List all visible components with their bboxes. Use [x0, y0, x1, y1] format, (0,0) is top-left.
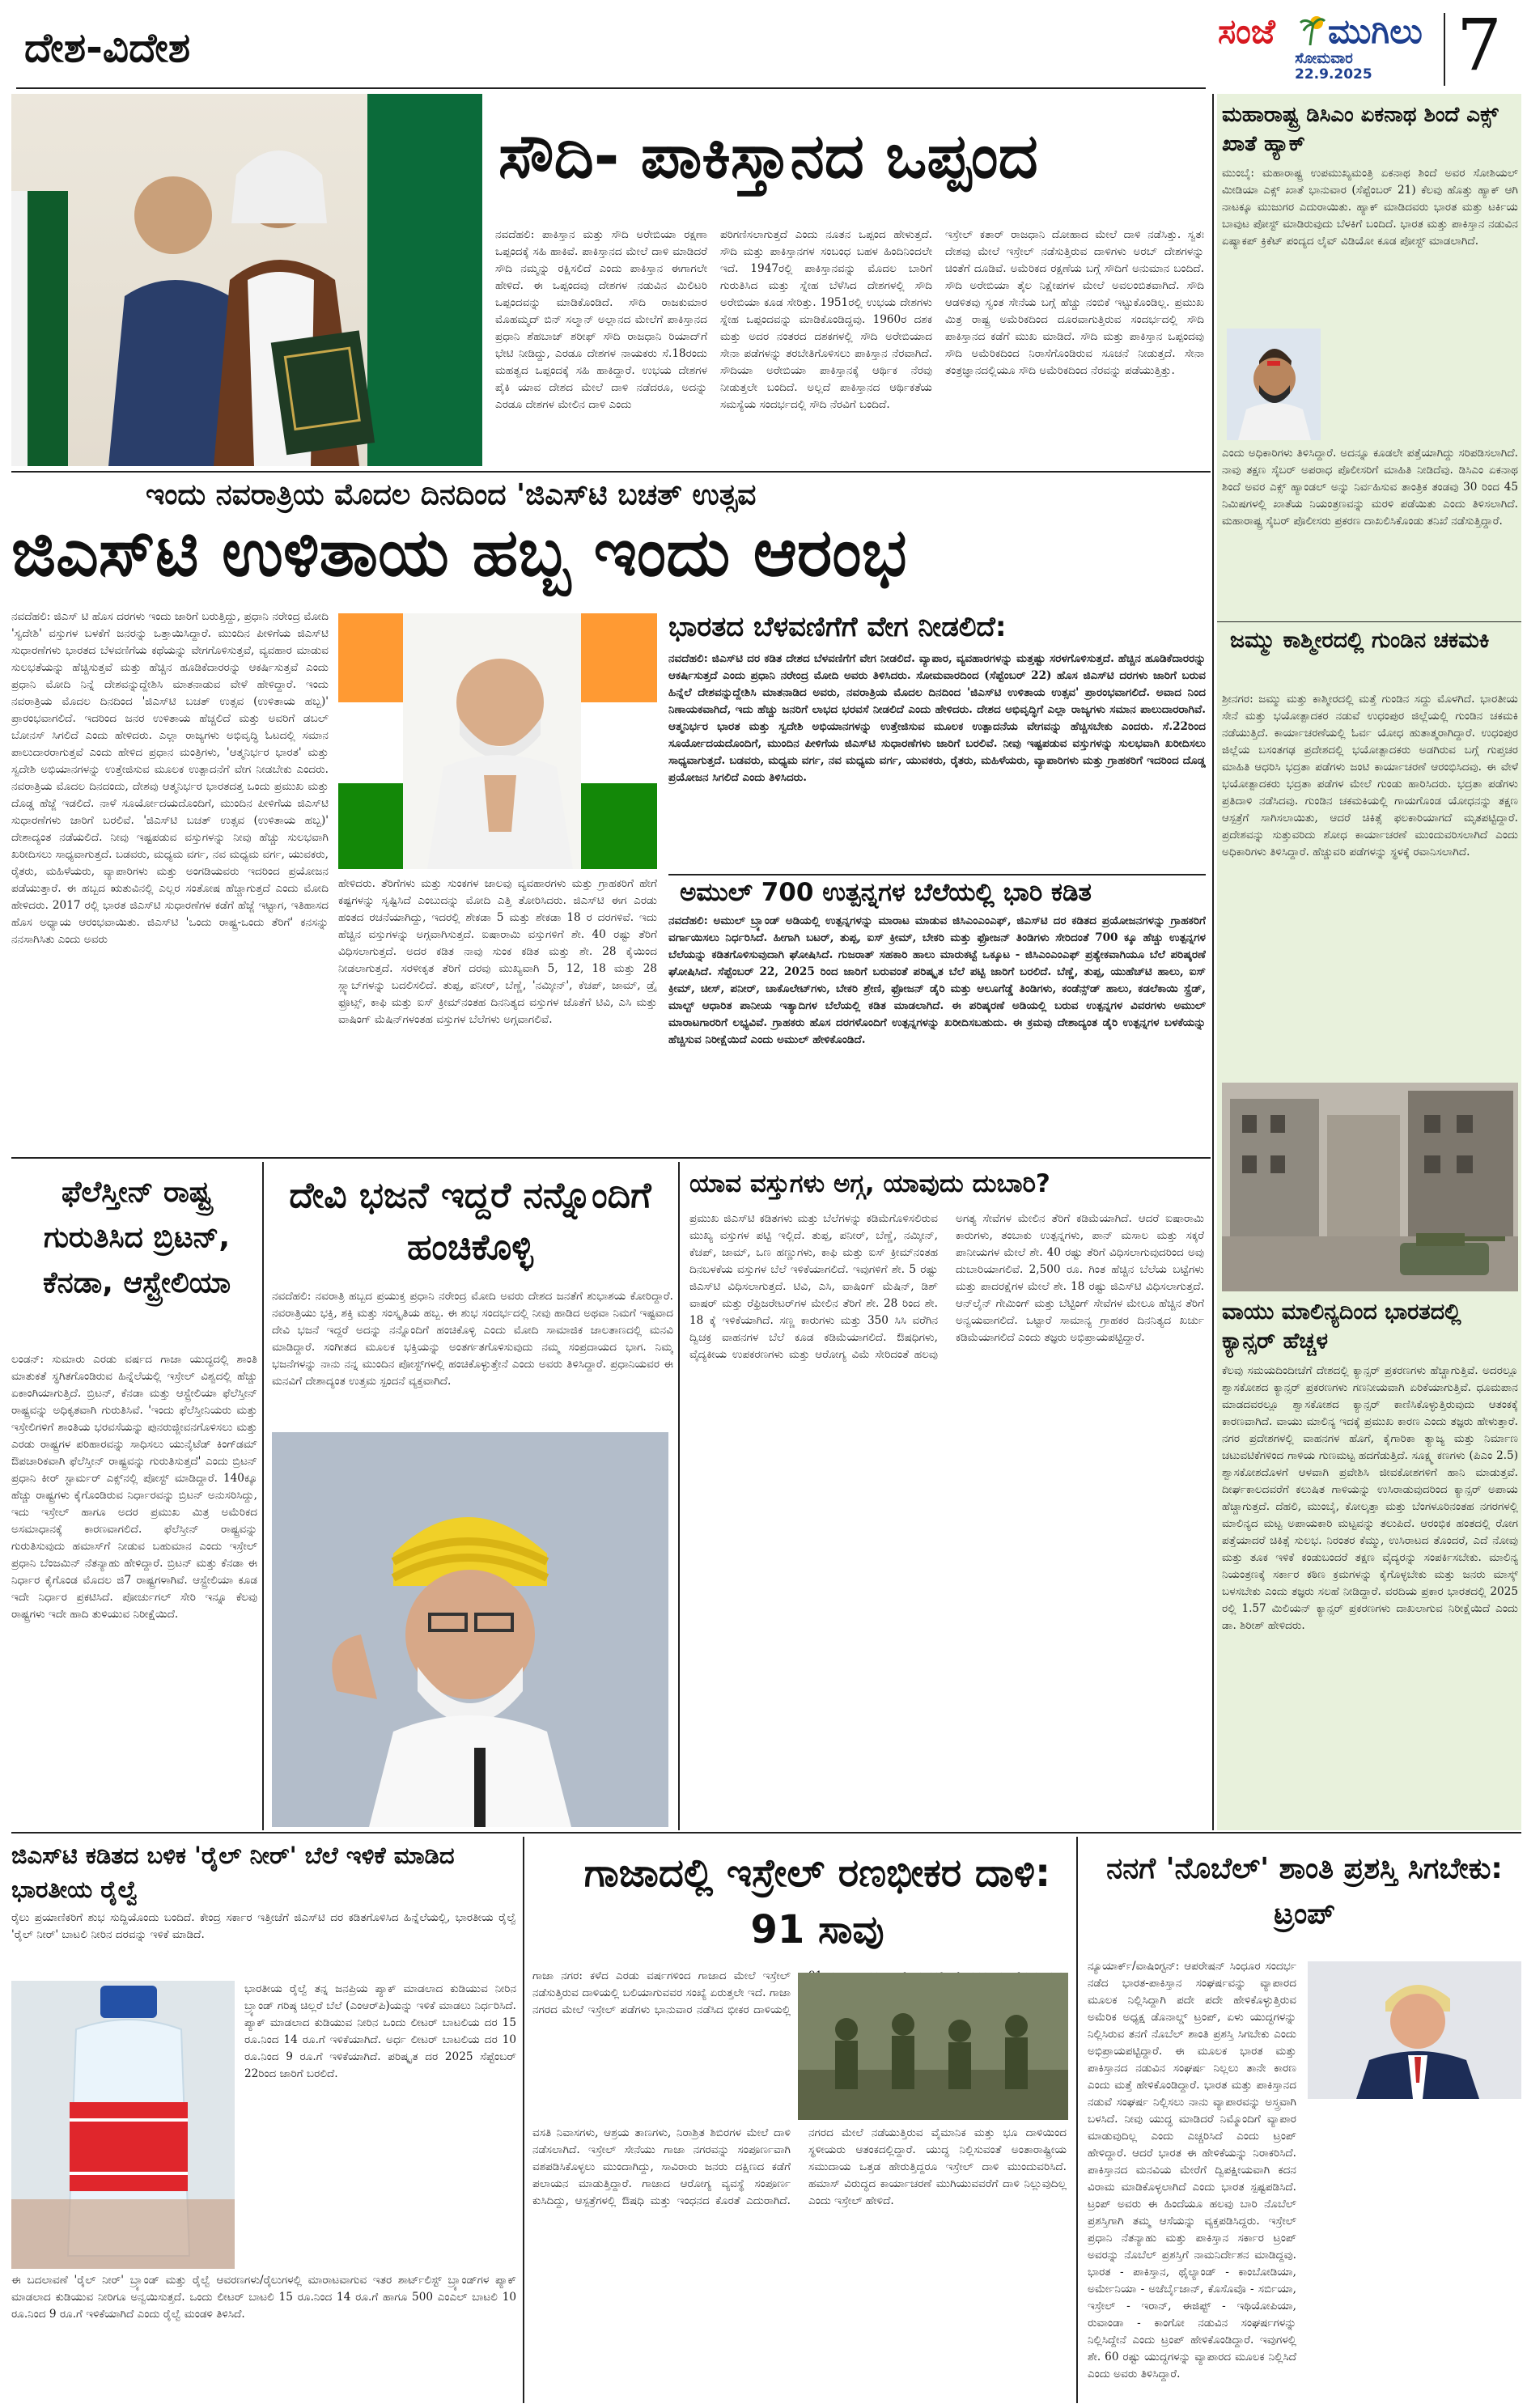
devi-divider — [678, 1162, 680, 1830]
saudi-col-3: ಇಸ್ರೇಲ್ ಕತಾರ್ ರಾಜಧಾನಿ ದೋಹಾದ ಮೇಲೆ ದಾಳಿ ನಡೆಸಿತ್ತು. ಸ್ವತಃ ದೇಶವು ಮೇಲೆ ಇಸ್ರೇಲ್ ನಡೆಸುತ್ತಿರುವ ದಾಳಿಗಳು ಅರಬ್ ದೇಶಗಳನ್ನು ಚಿಂತೆಗೆ ದೂಡಿವೆ. ಅಮೆರಿಕದ ರಕ್ಷಣೆಯ ಬಗ್ಗೆ ಸೌದಿಗೆ ಅನುಮಾನ ಬಂದಿದೆ. ಸೌದಿ ಅರೇಬಿಯಾ ತೈಲ ನಿಕ್ಷೇಪಗಳ ಮೇಲೆ ಅವಲಂಬಿತವಾಗಿದೆ. ಸೌದಿ ಆಡಳಿತವು ಸ್ವಂತ ಸೇನೆಯ ಬಗ್ಗೆ ಹೆಚ್ಚು ನಂಬಿಕೆ ಇಟ್ಟುಕೊಂಡಿಲ್ಲ. ಪ್ರಮುಖ ಮಿತ್ರ ರಾಷ್ಟ್ರ ಅಮೆರಿಕದಿಂದ ದೂರವಾಗುತ್ತಿರುವ ಸಂದರ್ಭದಲ್ಲಿ ಸೌದಿ ಪಾಕಿಸ್ತಾನದ ಕಡೆಗೆ ಮುಖ ಮಾಡಿದೆ. ಸೌದಿ ಮತ್ತು ಪಾಕಿಸ್ತಾನ ಒಪ್ಪಂದವು ಸೌದಿ ಅಮೆರಿಕದಿಂದ ನಿರಾಸೆಗೊಂಡಿರುವ ಸೂಚನೆ ನೀಡುತ್ತದೆ. ಸೇನಾ ತಂತ್ರಜ್ಞಾನದಲ್ಲಿಯೂ ಸೌದಿ ಅಮೆರಿಕದಿಂದ ನೆರವನ್ನು ಪಡೆಯುತ್ತಿತ್ತು. — [945, 228, 1204, 377]
railneer-divider — [523, 1837, 524, 2403]
nobel-text: ನ್ಯೂಯಾರ್ಕ್/ವಾಷಿಂಗ್ಟನ್: ಆಪರೇಷನ್ ಸಿಂಧೂರ ಸಂದರ್ಭ ನಡೆದ ಭಾರತ-ಪಾಕಿಸ್ತಾನ ಸಂಘರ್ಷವನ್ನು ವ್ಯಾಪಾರದ ಮೂಲಕ ನಿಲ್ಲಿಸಿದ್ದಾಗಿ ಪದೇ ಪದೇ ಹೇಳಿಕೊಳ್ಳುತ್ತಿರುವ ಅಮೆರಿಕ ಅಧ್ಯಕ್ಷ ಡೊನಾಲ್ಡ್ ಟ್ರಂಪ್, ಏಳು ಯುದ್ಧಗಳನ್ನು ನಿಲ್ಲಿಸಿರುವ ತನಗೆ ನೊಬೆಲ್ ಶಾಂತಿ ಪ್ರಶಸ್ತಿ ಸಿಗಬೇಕು ಎಂದು ಅಭಿಪ್ರಾಯಪಟ್ಟಿದ್ದಾರೆ. ಈ ಮೂಲಕ ಭಾರತ ಮತ್ತು ಪಾಕಿಸ್ತಾನದ ನಡುವಿನ ಸಂಘರ್ಷ ನಿಲ್ಲಲು ತಾನೇ ಕಾರಣ ಎಂದು ಮತ್ತೆ ಹೇಳಿಕೊಂಡಿದ್ದಾರೆ. ಭಾರತ ಮತ್ತು ಪಾಕಿಸ್ತಾನದ ನಡುವೆ ಸಂಘರ್ಷ ನಿಲ್ಲಿಸಲು ನಾನು ವ್ಯಾಪಾರವನ್ನು ಅಸ್ತ್ರವಾಗಿ ಬಳಸಿದೆ. ನೀವು ಯುದ್ಧ ಮಾಡಿದರೆ ನಿಮ್ಮೊಂದಿಗೆ ವ್ಯಾಪಾರ ಮಾಡುವುದಿಲ್ಲ ಎಂದು ಎಚ್ಚರಿಸಿದೆ ಎಂದು ಟ್ರಂಪ್ ಹೇಳಿದ್ದಾರೆ. ಆದರೆ ಭಾರತ ಈ ಹೇಳಿಕೆಯನ್ನು ನಿರಾಕರಿಸಿದೆ. ಪಾಕಿಸ್ತಾನದ ಮನವಿಯ ಮೇರೆಗೆ ದ್ವಿಪಕ್ಷೀಯವಾಗಿ ಕದನ ವಿರಾಮ ಮಾಡಿಕೊಳ್ಳಲಾಗಿದೆ ಎಂದು ಭಾರತ ಸ್ಪಷ್ಟಪಡಿಸಿದೆ. ಟ್ರಂಪ್ ಅವರು ಈ ಹಿಂದೆಯೂ ಹಲವು ಬಾರಿ ನೊಬೆಲ್ ಪ್ರಶಸ್ತಿಗಾಗಿ ತಮ್ಮ ಆಸೆಯನ್ನು ವ್ಯಕ್ತಪಡಿಸಿದ್ದರು. ಇಸ್ರೇಲ್ ಪ್ರಧಾನಿ ನೆತನ್ಯಾಹು ಮತ್ತು ಪಾಕಿಸ್ತಾನ ಸರ್ಕಾರ ಟ್ರಂಪ್ ಅವರನ್ನು ನೊಬೆಲ್ ಪ್ರಶಸ್ತಿಗೆ ನಾಮನಿರ್ದೇಶನ ಮಾಡಿದ್ದವು. ಭಾರತ - ಪಾಕಿಸ್ತಾನ, ಥೈಲ್ಯಾಂಡ್ - ಕಾಂಬೋಡಿಯಾ, ಅರ್ಮೇನಿಯಾ - ಅಜೆರ್ಬೈಜಾನ್, ಕೊಸೊವೊ - ಸರ್ಬಿಯಾ, ಇಸ್ರೇಲ್ - ಇರಾನ್, ಈಜಿಪ್ಟ್ - ಇಥಿಯೋಪಿಯಾ, ರುವಾಂಡಾ - ಕಾಂಗೋ ನಡುವಿನ ಸಂಘರ್ಷಗಳನ್ನು ನಿಲ್ಲಿಸಿದ್ದೇನೆ ಎಂದು ಟ್ರಂಪ್ ಹೇಳಿಕೊಂಡಿದ್ದಾರೆ. ಇವುಗಳಲ್ಲಿ ಶೇ. 60 ರಷ್ಟು ಯುದ್ಧಗಳನ್ನು ವ್ಯಾಪಾರದ ಮೂಲಕ ನಿಲ್ಲಿಸಿದೆ ಎಂದು ಅವರು ತಿಳಿಸಿದ್ದಾರೆ. — [1088, 1960, 1296, 2380]
palestine-divider — [262, 1162, 264, 1830]
paper-name-part2: ಮುಗಿಲು — [1328, 11, 1423, 51]
prices-text: ಪ್ರಮುಖ ಜಿಎಸ್‌ಟಿ ಕಡಿತಗಳು ಮತ್ತು ಬೆಲೆಗಳನ್ನು ಕಡಿಮೆಗೊಳಿಸಲಿರುವ ಮುಖ್ಯ ವಸ್ತುಗಳ ಪಟ್ಟಿ ಇಲ್ಲಿದೆ. ತುಪ್ಪ, ಪನೀರ್, ಬೆಣ್ಣೆ, ನಮ್ಕೀನ್, ಕೆಚಪ್, ಜಾಮ್, ಒಣ ಹಣ್ಣುಗಳು, ಕಾಫಿ ಮತ್ತು ಐಸ್ ಕ್ರೀಮ್‌ನಂತಹ ದಿನಬಳಕೆಯ ವಸ್ತುಗಳ ಬೆಲೆ ಇಳಿಕೆಯಾಗಲಿದೆ. ಇವುಗಳಿಗೆ ಶೇ. 5 ರಷ್ಟು ಜಿಎಸ್‌ಟಿ ವಿಧಿಸಲಾಗುತ್ತದೆ. ಟಿವಿ, ಎಸಿ, ವಾಷಿಂಗ್ ಮೆಷಿನ್, ಡಿಶ್ ವಾಷರ್ ಮತ್ತು ರೆಫ್ರಿಜರೇಟರ್‌ಗಳ ಮೇಲಿನ ತೆರಿಗೆ ಶೇ. 28 ರಿಂದ ಶೇ. 18 ಕ್ಕೆ ಇಳಿಕೆಯಾಗಿದೆ. ಸಣ್ಣ ಕಾರುಗಳು ಮತ್ತು 350 ಸಿಸಿ ವರೆಗಿನ ದ್ವಿಚಕ್ರ ವಾಹನಗಳ ಬೆಲೆ ಕೂಡ ಕಡಿಮೆಯಾಗಲಿದೆ. ಔಷಧಿಗಳು, ವೈದ್ಯಕೀಯ ಉಪಕರಣಗಳು ಮತ್ತು ಆರೋಗ್ಯ ವಿಮೆ ಸೇರಿದಂತೆ ಹಲವು ಅಗತ್ಯ ಸೇವೆಗಳ ಮೇಲಿನ ತೆರಿಗೆ ಕಡಿಮೆಯಾಗಿದೆ. ಆದರೆ ಐಷಾರಾಮಿ ಕಾರುಗಳು, ತಂಬಾಕು ಉತ್ಪನ್ನಗಳು, ಪಾನ್ ಮಸಾಲ ಮತ್ತು ಸಕ್ಕರೆ ಪಾನೀಯಗಳ ಮೇಲೆ ಶೇ. 40 ರಷ್ಟು ತೆರಿಗೆ ವಿಧಿಸಲಾಗುವುದರಿಂದ ಅವು ದುಬಾರಿಯಾಗಲಿವೆ. 2,500 ರೂ. ಗಿಂತ ಹೆಚ್ಚಿನ ಬೆಲೆಯ ಬಟ್ಟೆಗಳು ಮತ್ತು ಪಾದರಕ್ಷೆಗಳ ಮೇಲೆ ಶೇ. 18 ರಷ್ಟು ಜಿಎಸ್‌ಟಿ ವಿಧಿಸಲಾಗುತ್ತದೆ. ಆನ್‌ಲೈನ್ ಗೇಮಿಂಗ್ ಮತ್ತು ಬೆಟ್ಟಿಂಗ್ ಸೇವೆಗಳ ಮೇಲೂ ಹೆಚ್ಚಿನ ತೆರಿಗೆ ಅನ್ವಯವಾಗಲಿದೆ. ಒಟ್ಟಾರೆ ಸಾಮಾನ್ಯ ಗ್ರಾಹಕರ ದಿನನಿತ್ಯದ ಖರ್ಚು ಕಡಿಮೆಯಾಗಲಿದೆ ಎಂದು ತಜ್ಞರು ಅಭಿಪ್ರಾಯಪಟ್ಟಿದ್ದಾರೆ. — [689, 1212, 1204, 1361]
gaza-soldiers-photo — [798, 1973, 1068, 2120]
gst-headline: ಜಿಎಸ್‌ಟಿ ಉಳಿತಾಯ ಹಬ್ಬ ಇಂದು ಆರಂಭ — [11, 515, 907, 591]
rail-neer-bottle-photo — [11, 1981, 235, 2269]
devi-text: ನವದೆಹಲಿ: ನವರಾತ್ರಿ ಹಬ್ಬದ ಪ್ರಯುಕ್ತ ಪ್ರಧಾನಿ ನರೇಂದ್ರ ಮೋದಿ ಅವರು ದೇಶದ ಜನತೆಗೆ ಶುಭಾಶಯ ಕೋರಿದ್ದಾರೆ. ನವರಾತ್ರಿಯು ಭಕ್ತಿ, ಶಕ್ತಿ ಮತ್ತು ಸಂಸ್ಕೃತಿಯ ಹಬ್ಬ. ಈ ಶುಭ ಸಂದರ್ಭದಲ್ಲಿ ನೀವು ಹಾಡಿದ ಅಥವಾ ನಿಮಗೆ ಇಷ್ಟವಾದ ದೇವಿ ಭಜನೆ ಇದ್ದರೆ ಅದನ್ನು ನನ್ನೊಂದಿಗೆ ಹಂಚಿಕೊಳ್ಳಿ ಎಂದು ಮೋದಿ ಸಾಮಾಜಿಕ ಜಾಲತಾಣದಲ್ಲಿ ಮನವಿ ಮಾಡಿದ್ದಾರೆ. ಸಂಗೀತದ ಮೂಲಕ ಭಕ್ತಿಯನ್ನು ಅಂತರ್ಗತಗೊಳಿಸುವುದು ನಮ್ಮ ಸಂಪ್ರದಾಯದ ಭಾಗ. ನಿಮ್ಮ ಭಜನೆಗಳನ್ನು ನಾನು ನನ್ನ ಮುಂದಿನ ಪೋಸ್ಟ್‌ಗಳಲ್ಲಿ ಹಂಚಿಕೊಳ್ಳುತ್ತೇನೆ ಎಂದು ಅವರು ತಿಳಿಸಿದ್ದಾರೆ. ಪ್ರಧಾನಿಯವರ ಈ ಮನವಿಗೆ ದೇಶಾದ್ಯಂತ ಉತ್ತಮ ಸ್ಪಂದನೆ ವ್ಯಕ್ತವಾಗಿದೆ. — [272, 1290, 673, 1388]
palm-tree-icon — [1299, 13, 1326, 45]
shinde-photo — [1227, 329, 1321, 440]
maharashtra-text-2: ಎಂದು ಅಧಿಕಾರಿಗಳು ತಿಳಿಸಿದ್ದಾರೆ. ಅದನ್ನೂ ಕೂಡಲೇ ಪತ್ತೆಯಾಗಿದ್ದು ಸರಿಪಡಿಸಲಾಗಿದೆ. ನಾವು ತಕ್ಷಣ ಸೈಬರ್ ಅಪರಾಧ ಪೊಲೀಸರಿಗೆ ಮಾಹಿತಿ ನೀಡಿದೆವು. ಡಿಸಿಎಂ ಏಕನಾಥ ಶಿಂದೆ ಅವರ ಎಕ್ಸ್ ಹ್ಯಾಂಡಲ್ ಅನ್ನು ನಿರ್ವಹಿಸುವ ತಾಂತ್ರಿಕ ತಂಡವು 30 ರಿಂದ 45 ನಿಮಿಷಗಳಲ್ಲಿ ಖಾತೆಯ ನಿಯಂತ್ರಣವನ್ನು ಮರಳಿ ಪಡೆಯಿತು ಎಂದು ತಿಳಿಸಲಾಗಿದೆ. ಮಹಾರಾಷ್ಟ್ರ ಸೈಬರ್ ಪೊಲೀಸರು ಪ್ರಕರಣ ದಾಖಲಿಸಿಕೊಂಡು ತನಿಖೆ ನಡೆಸುತ್ತಿದ್ದಾರೆ. — [1222, 447, 1518, 528]
railneer-intro: ರೈಲು ಪ್ರಯಾಣಿಕರಿಗೆ ಶುಭ ಸುದ್ದಿಯೊಂದು ಬಂದಿದೆ. ಕೇಂದ್ರ ಸರ್ಕಾರ ಇತ್ತೀಚೆಗೆ ಜಿಎಸ್‌ಟಿ ದರ ಕಡಿತಗೊಳಿಸಿದ ಹಿನ್ನೆಲೆಯಲ್ಲಿ, ಭಾರತೀಯ ರೈಲ್ವೆ 'ರೈಲ್ ನೀರ್' ಬಾಟಲಿ ನೀರಿನ ದರವನ್ನು ಇಳಿಕೆ ಮಾಡಿದೆ. — [11, 1911, 516, 1941]
masthead-logo[interactable] — [1218, 11, 1436, 65]
gaza-headline: ಗಾಜಾದಲ್ಲಿ ಇಸ್ರೇಲ್ ರಣಭೀಕರ ದಾಳಿ: 91 ಸಾವು — [583, 1851, 1051, 1952]
paper-name-part1: ಸಂಜೆ — [1218, 11, 1275, 51]
masthead-divider — [1444, 13, 1445, 86]
gst-kicker: ಇಂದು ನವರಾತ್ರಿಯ ಮೊದಲ ದಿನದಿಂದ 'ಜಿಎಸ್‌ಟಿ ಬಚತ್ ಉತ್ಸವ — [146, 478, 757, 511]
jk-rule — [1217, 621, 1521, 622]
maharashtra-headline: ಮಹಾರಾಷ್ಟ್ರ ಡಿಸಿಎಂ ಏಕನಾಥ ಶಿಂದೆ ಎಕ್ಸ್ ಖಾತೆ ಹ್ಯಾಕ್ — [1222, 103, 1499, 156]
issue-day: ಸೋಮವಾರ — [1295, 50, 1353, 67]
gaza-top-text: ಗಾಜಾ ನಗರ: ಕಳೆದ ಎರಡು ವರ್ಷಗಳಿಂದ ಗಾಜಾದ ಮೇಲೆ ಇಸ್ರೇಲ್ ನಡೆಸುತ್ತಿರುವ ದಾಳಿಯಲ್ಲಿ ಬಲಿಯಾಗುವವರ ಸಂಖ್ಯೆ ಏರುತ್ತಲೇ ಇದೆ. ಗಾಜಾ ನಗರದ ಮೇಲೆ ಇಸ್ರೇಲ್ ಪಡೆಗಳು ಭಾನುವಾರ ನಡೆಸಿದ ಭೀಕರ ದಾಳಿಯಲ್ಲಿ — [532, 1969, 791, 2016]
gst-col-1: ನವದೆಹಲಿ: ಜಿಎಸ್ ಟಿ ಹೊಸ ದರಗಳು ಇಂದು ಜಾರಿಗೆ ಬರುತ್ತಿದ್ದು, ಪ್ರಧಾನಿ ನರೇಂದ್ರ ಮೋದಿ 'ಸ್ವದೇಶಿ' ವಸ್ತುಗಳ ಬಳಕೆಗೆ ಜನರನ್ನು ಒತ್ತಾಯಿಸಿದ್ದಾರೆ. ಮುಂದಿನ ಪೀಳಿಗೆಯ ಜಿಎಸ್‌ಟಿ ಸುಧಾರಣೆಗಳು ಭಾರತದ ಬೆಳವಣಿಗೆಯ ಕಥೆಯನ್ನು ವೇಗಗೊಳಿಸುತ್ತವೆ, ವ್ಯವಹಾರ ಮಾಡುವ ಸುಲಭತೆಯನ್ನು ಹೆಚ್ಚಿಸುತ್ತವೆ ಮತ್ತು ಹೆಚ್ಚಿನ ಹೂಡಿಕೆದಾರರನ್ನು ಆಕರ್ಷಿಸುತ್ತವೆ ಎಂದು ಪ್ರಧಾನಿ ಮೋದಿ ನಿನ್ನೆ ದೇಶವನ್ನುದ್ದೇಶಿಸಿ ಮಾತನಾಡುವ ವೇಳೆ ಹೇಳಿದ್ದಾರೆ. ಇಂದು ನವರಾತ್ರಿಯ ಮೊದಲ ದಿನದಿಂದ 'ಜಿಎಸ್‌ಟಿ ಬಚತ್ ಉತ್ಸವ (ಉಳಿತಾಯ ಹಬ್ಬ)' ಪ್ರಾರಂಭವಾಗಲಿದೆ. ಇದರಿಂದ ಜನರ ಉಳಿತಾಯ ಹೆಚ್ಚಲಿದೆ ಮತ್ತು ಅವರಿಗೆ ಡಬಲ್ ಬೋನಸ್ ಸಿಗಲಿದೆ ಎಂದು ಹೇಳಿದರು. ಎಲ್ಲಾ ರಾಜ್ಯಗಳು ಅಭಿವೃದ್ಧಿ ಓಟದಲ್ಲಿ ಸಮಾನ ಪಾಲುದಾರರಾಗುತ್ತವೆ ಎಂದು ಹೇಳಿದ ಪ್ರಧಾನ ಮಂತ್ರಿಗಳು, 'ಆತ್ಮನಿರ್ಭರ ಭಾರತ' ಮತ್ತು ಸ್ವದೇಶಿ ಅಭಿಯಾನಗಳನ್ನು ಉತ್ತೇಜಿಸುವ ಮೂಲಕ ಉತ್ಪಾದನೆಗೆ ವೇಗ ನೀಡಬೇಕು ಎಂದರು. ನವರಾತ್ರಿಯ ಮೊದಲ ದಿನದಂದು, ದೇಶವು ಆತ್ಮನಿರ್ಭರ ಭಾರತದತ್ತ ಒಂದು ಪ್ರಮುಖ ಮತ್ತು ದೊಡ್ಡ ಹೆಜ್ಜೆ ಇಡಲಿದೆ. ನಾಳೆ ಸೂರ್ಯೋದಯದೊಂದಿಗೆ, ಮುಂದಿನ ಪೀಳಿಗೆಯ ಜಿಎಸ್‌ಟಿ ಸುಧಾರಣೆಗಳು ಜಾರಿಗೆ ಬರಲಿವೆ. 'ಜಿಎಸ್‌ಟಿ ಬಚತ್ ಉತ್ಸವ (ಉಳಿತಾಯ ಹಬ್ಬ)' ದೇಶಾದ್ಯಂತ ನಡೆಯಲಿದೆ. ನೀವು ಇಷ್ಟಪಡುವ ವಸ್ತುಗಳನ್ನು ನೀವು ಹೆಚ್ಚು ಸುಲಭವಾಗಿ ಖರೀದಿಸಲು ಸಾಧ್ಯವಾಗುತ್ತದೆ. ಬಡವರು, ಮಧ್ಯಮ ವರ್ಗ, ನವ ಮಧ್ಯಮ ವರ್ಗ, ಯುವಕರು, ರೈತರು, ಮಹಿಳೆಯರು, ವ್ಯಾಪಾರಿಗಳು ಮತ್ತು ಅಂಗಡಿಯವರು ಇದರಿಂದ ಪ್ರಯೋಜನ ಪಡೆಯುತ್ತಾರೆ. ಈ ಹಬ್ಬದ ಋತುವಿನಲ್ಲಿ ಎಲ್ಲರ ಸಂತೋಷ ಹೆಚ್ಚಾಗುತ್ತದೆ ಎಂದು ಮೋದಿ ಹೇಳಿದರು. 2017 ರಲ್ಲಿ ಭಾರತ ಜಿಎಸ್‌ಟಿ ಸುಧಾರಣೆಗಳ ಕಡೆಗೆ ಹೆಜ್ಜೆ ಇಟ್ಟಾಗ, ಇತಿಹಾಸದ ಹೊಸ ಅಧ್ಯಾಯ ಆರಂಭವಾಯಿತು. ಜಿಎಸ್‌ಟಿ 'ಒಂದು ರಾಷ್ಟ್ರ-ಒಂದು ತೆರಿಗೆ' ಕನಸನ್ನು ನನಸಾಗಿಸಿತು ಎಂದು ಅವರು — [11, 610, 329, 946]
jk-text: ಶ್ರೀನಗರ: ಜಮ್ಮು ಮತ್ತು ಕಾಶ್ಮೀರದಲ್ಲಿ ಮತ್ತೆ ಗುಂಡಿನ ಸದ್ದು ಮೊಳಗಿದೆ. ಭಾರತೀಯ ಸೇನೆ ಮತ್ತು ಭಯೋತ್ಪಾದಕರ ನಡುವೆ ಉಧಂಪುರ ಜಿಲ್ಲೆಯಲ್ಲಿ ಗುಂಡಿನ ಚಕಮಕಿ ನಡೆಯುತ್ತಿದೆ. ಕಾರ್ಯಾಚರಣೆಯಲ್ಲಿ ಓರ್ವ ಯೋಧ ಹುತಾತ್ಮರಾಗಿದ್ದಾರೆ. ಉಧಂಪುರ ಜಿಲ್ಲೆಯ ಬಸಂತಗಢ ಪ್ರದೇಶದಲ್ಲಿ ಭಯೋತ್ಪಾದಕರು ಅಡಗಿರುವ ಬಗ್ಗೆ ಗುಪ್ತಚರ ಮಾಹಿತಿ ಆಧರಿಸಿ ಭದ್ರತಾ ಪಡೆಗಳು ಜಂಟಿ ಕಾರ್ಯಾಚರಣೆ ಆರಂಭಿಸಿದವು. ಈ ವೇಳೆ ಭಯೋತ್ಪಾದಕರು ಭದ್ರತಾ ಪಡೆಗಳ ಮೇಲೆ ಗುಂಡು ಹಾರಿಸಿದರು. ಭದ್ರತಾ ಪಡೆಗಳು ಪ್ರತಿದಾಳಿ ನಡೆಸಿದವು. ಗುಂಡಿನ ಚಕಮಕಿಯಲ್ಲಿ ಗಾಯಗೊಂಡ ಯೋಧನನ್ನು ತಕ್ಷಣ ಆಸ್ಪತ್ರೆಗೆ ಸಾಗಿಸಲಾಯಿತು, ಆದರೆ ಚಿಕಿತ್ಸೆ ಫಲಕಾರಿಯಾಗದೆ ಮೃತಪಟ್ಟಿದ್ದಾರೆ. ಪ್ರದೇಶವನ್ನು ಸುತ್ತುವರಿದು ಶೋಧ ಕಾರ್ಯಾಚರಣೆ ಮುಂದುವರಿಸಲಾಗಿದೆ ಎಂದು ಅಧಿಕಾರಿಗಳು ತಿಳಿಸಿದ್ದಾರೆ. ಹೆಚ್ಚುವರಿ ಪಡೆಗಳನ್ನು ಸ್ಥಳಕ್ಕೆ ರವಾನಿಸಲಾಗಿದೆ. — [1222, 693, 1518, 858]
maharashtra-text-1: ಮುಂಬೈ: ಮಹಾರಾಷ್ಟ್ರ ಉಪಮುಖ್ಯಮಂತ್ರಿ ಏಕನಾಥ ಶಿಂದೆ ಅವರ ಸೋಶಿಯಲ್ ಮೀಡಿಯಾ ಎಕ್ಸ್ ಖಾತೆ ಭಾನುವಾರ (ಸೆಪ್ಟೆಂಬರ್ 21) ಕೆಲವು ಹೊತ್ತು ಹ್ಯಾಕ್ ಆಗಿ ನಾಟಕ್ಕೂ ಮುಜುಗರ ಎದುರಾಯಿತು. ಹ್ಯಾಕ್ ಮಾಡಿದವರು ಭಾರತ ಮತ್ತು ಟರ್ಕಿಯ ಬಾವುಟ ಪೋಸ್ಟ್ ಮಾಡಿರುವುದು ಬೆಳಕಿಗೆ ಬಂದಿದೆ. ಭಾರತ ಮತ್ತು ಪಾಕಿಸ್ತಾನ ನಡುವಿನ ಏಷ್ಯಾಕಪ್ ಕ್ರಿಕೆಟ್ ಪಂದ್ಯದ ಲೈವ್ ವಿಡಿಯೋ ಕೂಡ ಪೋಸ್ಟ್ ಮಾಡಲಾಗಿದೆ. — [1222, 167, 1518, 248]
saudi-bottom-rule — [11, 471, 1211, 473]
cancer-headline: ವಾಯು ಮಾಲಿನ್ಯದಿಂದ ಭಾರತದಲ್ಲಿ ಕ್ಯಾನ್ಸರ್ ಹೆಚ್ಚಳ — [1222, 1299, 1461, 1354]
railneer-side-text: ಭಾರತೀಯ ರೈಲ್ವೆ ತನ್ನ ಜನಪ್ರಿಯ ಪ್ಯಾಕ್ ಮಾಡಲಾದ ಕುಡಿಯುವ ನೀರಿನ ಬ್ರ್ಯಾಂಡ್ ಗರಿಷ್ಠ ಚಿಲ್ಲರೆ ಬೆಲೆ (ಎಂಆರ್‌ಪಿ)ಯನ್ನು ಇಳಿಕೆ ಮಾಡಲು ನಿರ್ಧರಿಸಿದೆ. ಪ್ಯಾಕ್ ಮಾಡಲಾದ ಕುಡಿಯುವ ನೀರಿನ ಒಂದು ಲೀಟರ್ ಬಾಟಲಿಯ ದರ 15 ರೂ.ನಿಂದ 14 ರೂ.ಗೆ ಇಳಿಕೆಯಾಗಿದೆ. ಅರ್ಧ ಲೀಟರ್ ಬಾಟಲಿಯ ದರ 10 ರೂ.ನಿಂದ 9 ರೂ.ಗೆ ಇಳಿಕೆಯಾಗಿದೆ. ಪರಿಷ್ಕೃತ ದರ 2025 ಸೆಪ್ಟೆಂಬರ್ 22ರಿಂದ ಜಾರಿಗೆ ಬರಲಿದೆ. — [244, 1982, 516, 2080]
gst-sub-rule — [668, 874, 1206, 875]
palestine-headline: ಫೆಲೆಸ್ತೀನ್ ರಾಷ್ಟ್ರ ಗುರುತಿಸಿದ ಬ್ರಿಟನ್, ಕೆನಡಾ, ಆಸ್ಟ್ರೇಲಿಯಾ — [42, 1176, 231, 1299]
gst-bottom-rule — [11, 1157, 1211, 1159]
palestine-text: ಲಂಡನ್: ಸುಮಾರು ಎರಡು ವರ್ಷದ ಗಾಜಾ ಯುದ್ಧದಲ್ಲಿ ಶಾಂತಿ ಮಾತುಕತೆ ಸ್ಥಗಿತಗೊಂಡಿರುವ ಹಿನ್ನೆಲೆಯಲ್ಲಿ ಇಸ್ರೇಲ್ ವಿಶ್ವದಲ್ಲಿ ಹೆಚ್ಚು ಏಕಾಂಗಿಯಾಗುತ್ತಿದೆ. ಬ್ರಿಟನ್, ಕೆನಡಾ ಮತ್ತು ಆಸ್ಟ್ರೇಲಿಯಾ ಫೆಲೆಸ್ತೀನ್ ರಾಷ್ಟ್ರವನ್ನು ಅಧಿಕೃತವಾಗಿ ಗುರುತಿಸಿವೆ. 'ಇಂದು ಫೆಲೆಸ್ತೀನಿಯರು ಮತ್ತು ಇಸ್ರೇಲಿಗಳಿಗೆ ಶಾಂತಿಯ ಭರವಸೆಯನ್ನು ಪುನರುಜ್ಜೀವನಗೊಳಿಸಲು ಮತ್ತು ಎರಡು ರಾಷ್ಟ್ರಗಳ ಪರಿಹಾರವನ್ನು ಸಾಧಿಸಲು ಯುನೈಟೆಡ್ ಕಿಂಗ್‌ಡಮ್ ಔಪಚಾರಿಕವಾಗಿ ಫೆಲೆಸ್ತೀನ್ ರಾಷ್ಟ್ರವನ್ನು ಗುರುತಿಸುತ್ತದೆ' ಎಂದು ಬ್ರಿಟನ್ ಪ್ರಧಾನಿ ಕೀರ್ ಸ್ಟಾರ್ಮರ್ ಎಕ್ಸ್‌ನಲ್ಲಿ ಪೋಸ್ಟ್ ಮಾಡಿದ್ದಾರೆ. 140ಕ್ಕೂ ಹೆಚ್ಚು ರಾಷ್ಟ್ರಗಳು ಕೈಗೊಂಡಿರುವ ನಿರ್ಧಾರವನ್ನು ಬ್ರಿಟನ್ ಅನುಸರಿಸಿದ್ದು, ಇದು ಇಸ್ರೇಲ್ ಹಾಗೂ ಅದರ ಪ್ರಮುಖ ಮಿತ್ರ ಅಮೆರಿಕದ ಅಸಮಾಧಾನಕ್ಕೆ ಕಾರಣವಾಗಲಿದೆ. ಫೆಲೆಸ್ತೀನ್ ರಾಷ್ಟ್ರವನ್ನು ಗುರುತಿಸುವುದು ಹಮಾಸ್‌ಗೆ ನೀಡುವ ಬಹುಮಾನ ಎಂದು ಇಸ್ರೇಲ್ ಪ್ರಧಾನಿ ಬೆಂಜಮಿನ್ ನೆತನ್ಯಾಹು ಹೇಳಿದ್ದಾರೆ. ಬ್ರಿಟನ್ ಮತ್ತು ಕೆನಡಾ ಈ ನಿರ್ಧಾರ ಕೈಗೊಂಡ ಮೊದಲ ಜಿ7 ರಾಷ್ಟ್ರಗಳಾಗಿವೆ. ಆಸ್ಟ್ರೇಲಿಯಾ ಕೂಡ ಇದೇ ನಿರ್ಧಾರ ಪ್ರಕಟಿಸಿದೆ. ಪೋರ್ಚುಗಲ್ ಸೇರಿ ಇನ್ನೂ ಕೆಲವು ರಾಷ್ಟ್ರಗಳು ಇದೇ ಹಾದಿ ತುಳಿಯುವ ನಿರೀಕ್ಷೆಯಿದೆ. — [11, 1353, 257, 1621]
gst-col-2: ಹೇಳಿದರು. ತೆರಿಗೆಗಳು ಮತ್ತು ಸುಂಕಗಳ ಜಾಲವು ವ್ಯವಹಾರಗಳು ಮತ್ತು ಗ್ರಾಹಕರಿಗೆ ಹೇಗೆ ಕಷ್ಟಗಳನ್ನು ಸೃಷ್ಟಿಸಿದೆ ಎಂಬುದನ್ನು ಮೋದಿ ಎತ್ತಿ ತೋರಿಸಿದರು. ಜಿಎಸ್‌ಟಿ ಈಗ ಎರಡು ಹಂತದ ರಚನೆಯಾಗಿದ್ದು, ಇದರಲ್ಲಿ ಶೇಕಡಾ 5 ಮತ್ತು ಶೇಕಡಾ 18 ರ ದರಗಳಿವೆ. ಇದು ಹೆಚ್ಚಿನ ವಸ್ತುಗಳನ್ನು ಅಗ್ಗವಾಗಿಸುತ್ತದೆ. ಐಷಾರಾಮಿ ವಸ್ತುಗಳಿಗೆ ಶೇ. 40 ರಷ್ಟು ತೆರಿಗೆ ವಿಧಿಸಲಾಗುತ್ತದೆ. ಅದರ ಕಡಿತ ನಾವು ಸುಂಕ ಕಡಿತ ಮತ್ತು ಶೇ. 28 ಕೈಯಿಂದ ನೀಡಲಾಗುತ್ತದೆ. ಸರಳೀಕೃತ ತೆರಿಗೆ ದರವು ಮುಖ್ಯವಾಗಿ 5, 12, 18 ಮತ್ತು 28 ಸ್ಲ್ಯಾಬ್‌ಗಳನ್ನು ಬದಲಿಸಲಿದೆ. ತುಪ್ಪ, ಪನೀರ್, ಬೆಣ್ಣೆ, 'ನಮ್ಕೀನ್', ಕೆಚಪ್, ಜಾಮ್, ಡ್ರೈ ಫ್ರೂಟ್ಸ್, ಕಾಫಿ ಮತ್ತು ಐಸ್ ಕ್ರೀಮ್‌ನಂತಹ ದಿನನಿತ್ಯದ ವಸ್ತುಗಳ ಜೊತೆಗೆ ಟಿವಿ, ಎಸಿ ಮತ್ತು ವಾಷಿಂಗ್ ಮೆಷಿನ್‌ಗಳಂತಹ ವಸ್ತುಗಳ ಬೆಲೆಗಳು ಅಗ್ಗವಾಗಲಿವೆ. — [338, 877, 657, 1026]
trump-photo — [1308, 1961, 1521, 2099]
saudi-pakistan-photo — [11, 94, 482, 466]
gaza-ruins-photo — [1222, 1083, 1518, 1291]
middle-bottom-rule — [11, 1832, 1521, 1834]
saudi-col-2: ಪರಿಗಣಿಸಲಾಗುತ್ತದೆ ಎಂದು ನೂತನ ಒಪ್ಪಂದ ಹೇಳುತ್ತದೆ. ಸೌದಿ ಮತ್ತು ಪಾಕಿಸ್ತಾನಗಳ ಸಂಬಂಧ ಬಹಳ ಹಿಂದಿನಿಂದಲೇ ಇದೆ. 1947ರಲ್ಲಿ ಪಾಕಿಸ್ತಾನವನ್ನು ಮೊದಲ ಬಾರಿಗೆ ಗುರುತಿಸಿದ ಮತ್ತು ಸ್ನೇಹ ಬೆಳೆಸಿದ ದೇಶಗಳಲ್ಲಿ ಸೌದಿ ಅರೇಬಿಯಾ ಕೂಡ ಸೇರಿತ್ತು. 1951ರಲ್ಲಿ ಉಭಯ ದೇಶಗಳು ಸ್ನೇಹ ಒಪ್ಪಂದವನ್ನು ಮಾಡಿಕೊಂಡಿದ್ದವು. 1960ರ ದಶಕ ಮತ್ತು ಅದರ ನಂತರದ ದಶಕಗಳಲ್ಲಿ ಸೌದಿ ಅರೇಬಿಯಾದ ಸೇನಾ ಪಡೆಗಳನ್ನು ತರಬೇತಿಗೊಳಿಸಲು ಪಾಕಿಸ್ತಾನ ನೆರವಾಗಿದೆ. ಸೌದಿಯಾ ಅರೇಬಿಯಾ ಪಾಕಿಸ್ತಾನಕ್ಕೆ ಆರ್ಥಿಕ ನೆರವು ನೀಡುತ್ತಲೇ ಬಂದಿದೆ. ಅಲ್ಲದೆ ಪಾಕಿಸ್ತಾನದ ಆರ್ಥಿಕತೆಯ ಸಮಸ್ಯೆಯ ಸಂದರ್ಭದಲ್ಲಿ ಸೌದಿ ನೆರವಿಗೆ ಬಂದಿದೆ. — [720, 228, 932, 411]
modi-namaste-photo — [338, 613, 657, 869]
cancer-text: ಕೆಲವು ಸಮಯದಿಂದೀಚೆಗೆ ದೇಶದಲ್ಲಿ ಕ್ಯಾನ್ಸರ್ ಪ್ರಕರಣಗಳು ಹೆಚ್ಚಾಗುತ್ತಿವೆ. ಅದರಲ್ಲೂ ಶ್ವಾಸಕೋಶದ ಕ್ಯಾನ್ಸರ್ ಪ್ರಕರಣಗಳು ಗಣನೀಯವಾಗಿ ಏರಿಕೆಯಾಗುತ್ತಿವೆ. ಧೂಮಪಾನ ಮಾಡದವರಲ್ಲೂ ಶ್ವಾಸಕೋಶದ ಕ್ಯಾನ್ಸರ್ ಕಾಣಿಸಿಕೊಳ್ಳುತ್ತಿರುವುದು ಆತಂಕಕ್ಕೆ ಕಾರಣವಾಗಿದೆ. ವಾಯು ಮಾಲಿನ್ಯ ಇದಕ್ಕೆ ಪ್ರಮುಖ ಕಾರಣ ಎಂದು ತಜ್ಞರು ಹೇಳುತ್ತಾರೆ. ನಗರ ಪ್ರದೇಶಗಳಲ್ಲಿ ವಾಹನಗಳ ಹೊಗೆ, ಕೈಗಾರಿಕಾ ತ್ಯಾಜ್ಯ ಮತ್ತು ನಿರ್ಮಾಣ ಚಟುವಟಿಕೆಗಳಿಂದ ಗಾಳಿಯ ಗುಣಮಟ್ಟ ಹದಗೆಡುತ್ತಿದೆ. ಸೂಕ್ಷ್ಮ ಕಣಗಳು (ಪಿಎಂ 2.5) ಶ್ವಾಸಕೋಶದೊಳಗೆ ಆಳವಾಗಿ ಪ್ರವೇಶಿಸಿ ಜೀವಕೋಶಗಳಿಗೆ ಹಾನಿ ಮಾಡುತ್ತವೆ. ದೀರ್ಘಕಾಲದವರೆಗೆ ಕಲುಷಿತ ಗಾಳಿಯನ್ನು ಉಸಿರಾಡುವುದರಿಂದ ಕ್ಯಾನ್ಸರ್ ಅಪಾಯ ಹೆಚ್ಚಾಗುತ್ತದೆ. ದೆಹಲಿ, ಮುಂಬೈ, ಕೋಲ್ಕತ್ತಾ ಮತ್ತು ಬೆಂಗಳೂರಿನಂತಹ ನಗರಗಳಲ್ಲಿ ಮಾಲಿನ್ಯದ ಮಟ್ಟ ಅಪಾಯಕಾರಿ ಮಟ್ಟವನ್ನು ತಲುಪಿದೆ. ಆರಂಭಿಕ ಹಂತದಲ್ಲಿ ರೋಗ ಪತ್ತೆಯಾದರೆ ಚಿಕಿತ್ಸೆ ಸುಲಭ. ನಿರಂತರ ಕೆಮ್ಮು, ಉಸಿರಾಟದ ತೊಂದರೆ, ಎದೆ ನೋವು ಮತ್ತು ತೂಕ ಇಳಿಕೆ ಕಂಡುಬಂದರೆ ತಕ್ಷಣ ವೈದ್ಯರನ್ನು ಸಂಪರ್ಕಿಸಬೇಕು. ಮಾಲಿನ್ಯ ನಿಯಂತ್ರಣಕ್ಕೆ ಸರ್ಕಾರ ಕಠಿಣ ಕ್ರಮಗಳನ್ನು ಕೈಗೊಳ್ಳಬೇಕು ಮತ್ತು ಜನರು ಮಾಸ್ಕ್ ಬಳಸಬೇಕು ಎಂದು ತಜ್ಞರು ಸಲಹೆ ನೀಡಿದ್ದಾರೆ. ವರದಿಯ ಪ್ರಕಾರ ಭಾರತದಲ್ಲಿ 2025 ರಲ್ಲಿ 1.57 ಮಿಲಿಯನ್ ಕ್ಯಾನ್ಸರ್ ಪ್ರಕರಣಗಳು ದಾಖಲಾಗುವ ನಿರೀಕ್ಷೆಯಿದೆ ಎಂದು ಡಾ. ಶಿರೀಶ್ ಹೇಳಿದರು. — [1222, 1364, 1518, 1632]
page-number: 7 — [1457, 3, 1502, 87]
section-title: ದೇಶ-ವಿದೇಶ — [24, 24, 191, 71]
railneer-headline: ಜಿಎಸ್‌ಟಿ ಕಡಿತದ ಬಳಿಕ 'ರೈಲ್ ನೀರ್' ಬೆಲೆ ಇಳಿಕೆ ಮಾಡಿದ ಭಾರತೀಯ ರೈಲ್ವೆ — [11, 1842, 455, 1903]
gst-growth-text: ನವದೆಹಲಿ: ಜಿಎಸ್‌ಟಿ ದರ ಕಡಿತ ದೇಶದ ಬೆಳವಣಿಗೆಗೆ ವೇಗ ನೀಡಲಿದೆ. ವ್ಯಾಪಾರ, ವ್ಯವಹಾರಗಳನ್ನು ಮತ್ತಷ್ಟು ಸರಳಗೊಳಿಸುತ್ತದೆ. ಹೆಚ್ಚಿನ ಹೂಡಿಕೆದಾರರನ್ನು ಆಕರ್ಷಿಸುತ್ತದೆ ಎಂದು ಪ್ರಧಾನಿ ನರೇಂದ್ರ ಮೋದಿ ಅವರು ತಿಳಿಸಿದರು. ಸೋಮವಾರದಿಂದ (ಸೆಪ್ಟೆಂಬರ್ 22) ಹೊಸ ಜಿಎಸ್‌ಟಿ ದರಗಳು ಜಾರಿಗೆ ಬರುವ ಹಿನ್ನೆಲೆ ದೇಶವನ್ನುದ್ದೇಶಿಸಿ ಮಾತನಾಡಿದ ಅವರು, ನವರಾತ್ರಿಯ ಮೊದಲ ದಿನದಿಂದ 'ಜಿಎಸ್‌ಟಿ ಉಳಿತಾಯ ಉತ್ಸವ' ಪ್ರಾರಂಭವಾಗಲಿದೆ. ಅವಾದ ನಿಂದ ನಿಣಾಯಕವಾಗಿದೆ, ಇದು ಹೆಚ್ಚು ಜನರಿಗೆ ಲಾಭದ ಭರವಸೆ ನೀಡಲಿದೆ ಎಂದು ಹೇಳಿದರು. ದೇಶದ ಅಭಿವೃದ್ಧಿಗೆ ಎಲ್ಲಾ ರಾಜ್ಯಗಳು ಸಮಾನ ಪಾಲುದಾರರಾಗಿವೆ. ಆತ್ಮನಿರ್ಭರ ಭಾರತ ಮತ್ತು ಸ್ವದೇಶಿ ಅಭಿಯಾನಗಳನ್ನು ಉತ್ತೇಜಿಸುವ ಮೂಲಕ ಉತ್ಪಾದನೆಯ ವೇಗವನ್ನು ಹೆಚ್ಚಿಸಬೇಕು ಎಂದರು. ಸೆ.22ರಿಂದ ಸೂರ್ಯೋದಯದೊಂದಿಗೆ, ಮುಂದಿನ ಪೀಳಿಗೆಯ ಜಿಎಸ್‌ಟಿ ಸುಧಾರಣೆಗಳು ಜಾರಿಗೆ ಬರಲಿವೆ. ನೀವು ಇಷ್ಟಪಡುವ ವಸ್ತುಗಳನ್ನು ಸುಲಭವಾಗಿ ಖರೀದಿಸಲು ಸಾಧ್ಯವಾಗುತ್ತದೆ. ಬಡವರು, ಮಧ್ಯಮ ವರ್ಗ, ನವ ಮಧ್ಯಮ ವರ್ಗ, ಯುವಕರು, ರೈತರು, ಮಹಿಳೆಯರು, ವ್ಯಾಪಾರಿಗಳು ಮತ್ತು ಗ್ರಾಹಕರಿಗೆ ಇದರಿಂದ ದೊಡ್ಡ ಪ್ರಯೋಜನ ಸಿಗಲಿದೆ ಎಂದು ತಿಳಿಸಿದರು. — [668, 652, 1206, 784]
sidebar-divider — [1212, 94, 1214, 1830]
devi-headline: ದೇವಿ ಭಜನೆ ಇದ್ದರೆ ನನ್ನೊಂದಿಗೆ ಹಂಚಿಕೊಳ್ಳಿ — [289, 1175, 651, 1268]
gaza-divider — [1076, 1837, 1078, 2403]
prices-headline: ಯಾವ ವಸ್ತುಗಳು ಅಗ್ಗ, ಯಾವುದು ದುಬಾರಿ? — [689, 1169, 1050, 1198]
saudi-headline: ಸೌದಿ- ಪಾಕಿಸ್ತಾನದ ಒಪ್ಪಂದ — [498, 120, 1038, 192]
issue-date: 22.9.2025 — [1295, 66, 1372, 83]
gst-growth-subhead: ಭಾರತದ ಬೆಳವಣಿಗೆಗೆ ವೇಗ ನೀಡಲಿದೆ: — [668, 611, 1007, 643]
modi-turban-photo — [272, 1432, 668, 1827]
jk-headline: ಜಮ್ಮು ಕಾಶ್ಮೀರದಲ್ಲಿ ಗುಂಡಿನ ಚಕಮಕಿ — [1230, 628, 1490, 653]
nobel-headline: ನನಗೆ 'ನೊಬೆಲ್' ಶಾಂತಿ ಪ್ರಶಸ್ತಿ ಸಿಗಬೇಕು: ಟ್ರಂಪ್ — [1106, 1852, 1503, 1931]
railneer-bottom-text: ಈ ಬದಲಾವಣೆ 'ರೈಲ್ ನೀರ್' ಬ್ರ್ಯಾಂಡ್ ಮತ್ತು ರೈಲ್ವೆ ಆವರಣಗಳು/ರೈಲುಗಳಲ್ಲಿ ಮಾರಾಟವಾಗುವ ಇತರ ಶಾರ್ಟ್‌ಲಿಸ್ಟ್ ಬ್ರ್ಯಾಂಡ್‌ಗಳ ಪ್ಯಾಕ್ ಮಾಡಲಾದ ಕುಡಿಯುವ ನೀರಿಗೂ ಅನ್ವಯಿಸುತ್ತದೆ. ಒಂದು ಲೀಟರ್ ಬಾಟಲಿ 15 ರೂ.ನಿಂದ 14 ರೂ.ಗೆ ಹಾಗೂ 500 ಎಂಎಲ್ ಬಾಟಲಿ 10 ರೂ.ನಿಂದ 9 ರೂ.ಗೆ ಇಳಿಕೆಯಾಗಿದೆ ಎಂದು ರೈಲ್ವೆ ಮಂಡಳಿ ತಿಳಿಸಿದೆ. — [11, 2274, 516, 2321]
gaza-bottom-text: ವಸತಿ ನಿವಾಸಗಳು, ಆಶ್ರಯ ತಾಣಗಳು, ನಿರಾಶ್ರಿತ ಶಿಬಿರಗಳ ಮೇಲೆ ದಾಳಿ ನಡೆಸಲಾಗಿದೆ. ಇಸ್ರೇಲ್ ಸೇನೆಯು ಗಾಜಾ ನಗರವನ್ನು ಸಂಪೂರ್ಣವಾಗಿ ವಶಪಡಿಸಿಕೊಳ್ಳಲು ಮುಂದಾಗಿದ್ದು, ಸಾವಿರಾರು ಜನರು ದಕ್ಷಿಣದ ಕಡೆಗೆ ಪಲಾಯನ ಮಾಡುತ್ತಿದ್ದಾರೆ. ಗಾಜಾದ ಆರೋಗ್ಯ ವ್ಯವಸ್ಥೆ ಸಂಪೂರ್ಣ ಕುಸಿದಿದ್ದು, ಆಸ್ಪತ್ರೆಗಳಲ್ಲಿ ಔಷಧಿ ಮತ್ತು ಇಂಧನದ ಕೊರತೆ ಎದುರಾಗಿದೆ. ನಗರದ ಮೇಲೆ ನಡೆಯುತ್ತಿರುವ ವೈಮಾನಿಕ ಮತ್ತು ಭೂ ದಾಳಿಯಿಂದ ಸ್ಥಳೀಯರು ಆತಂಕದಲ್ಲಿದ್ದಾರೆ. ಯುದ್ಧ ನಿಲ್ಲಿಸುವಂತೆ ಅಂತಾರಾಷ್ಟ್ರೀಯ ಸಮುದಾಯ ಒತ್ತಡ ಹೇರುತ್ತಿದ್ದರೂ ಇಸ್ರೇಲ್ ದಾಳಿ ಮುಂದುವರಿಸಿದೆ. ಹಮಾಸ್ ವಿರುದ್ಧದ ಕಾರ್ಯಾಚರಣೆ ಮುಗಿಯುವವರೆಗೆ ದಾಳಿ ನಿಲ್ಲುವುದಿಲ್ಲ ಎಂದು ಇಸ್ರೇಲ್ ಹೇಳಿದೆ. — [532, 2126, 1067, 2207]
masthead-rule — [16, 87, 1206, 89]
amul-text: ನವದೆಹಲಿ: ಅಮುಲ್ ಬ್ರ್ಯಾಂಡ್ ಅಡಿಯಲ್ಲಿ ಉತ್ಪನ್ನಗಳನ್ನು ಮಾರಾಟ ಮಾಡುವ ಜಿಸಿಎಂಎಂಎಫ್, ಜಿಎಸ್‌ಟಿ ದರ ಕಡಿತದ ಪ್ರಯೋಜನಗಳನ್ನು ಗ್ರಾಹಕರಿಗೆ ವರ್ಗಾಯಿಸಲು ನಿರ್ಧರಿಸಿದೆ. ಹೀಗಾಗಿ ಬಟರ್, ತುಪ್ಪ, ಐಸ್ ಕ್ರೀಮ್, ಬೇಕರಿ ಮತ್ತು ಫ್ರೋಜನ್ ತಿಂಡಿಗಳು ಸೇರಿದಂತೆ 700 ಕ್ಕೂ ಹೆಚ್ಚು ಉತ್ಪನ್ನಗಳ ಬೆಲೆಯನ್ನು ಕಡಿತಗೊಳಿಸುವುದಾಗಿ ಘೋಷಿಸಿದೆ. ಗುಜರಾತ್ ಸಹಕಾರಿ ಹಾಲು ಮಾರುಕಟ್ಟೆ ಒಕ್ಕೂಟ - ಜಿಸಿಎಂಎಂಎಫ್ ಪ್ರತ್ಯೇಕವಾಗಿಯೂ ಬೆಲೆ ಪರಿಷ್ಕರಣೆ ಘೋಷಿಸಿದೆ. ಸೆಪ್ಟೆಂಬರ್ 22, 2025 ರಿಂದ ಜಾರಿಗೆ ಬರುವಂತೆ ಪರಿಷ್ಕೃತ ಬೆಲೆ ಪಟ್ಟಿ ಜಾರಿಗೆ ಬರಲಿದೆ. ಬೆಣ್ಣೆ, ತುಪ್ಪ, ಯುಹೆಚ್‌ಟಿ ಹಾಲು, ಐಸ್ ಕ್ರೀಮ್, ಚೀಸ್, ಪನೀರ್, ಚಾಕೊಲೇಟ್‌ಗಳು, ಬೇಕರಿ ಶ್ರೇಣಿ, ಫ್ರೋಜನ್ ಡೈರಿ ಮತ್ತು ಆಲೂಗೆಡ್ಡೆ ತಿಂಡಿಗಳು, ಕಂಡೆನ್ಸ್‌ಡ್ ಹಾಲು, ಕಡಲೆಕಾಯಿ ಸ್ಪ್ರೆಡ್, ಮಾಲ್ಟ್ ಆಧಾರಿತ ಪಾನೀಯ ಇತ್ಯಾದಿಗಳ ಬೆಲೆಯಲ್ಲಿ ಕಡಿತ ಮಾಡಲಾಗಿದೆ. ಈ ಪರಿಷ್ಕರಣೆ ಅಡಿಯಲ್ಲಿ ಬರುವ ಉತ್ಪನ್ನಗಳ ವಿವರಗಳು ಅಮುಲ್ ಮಾರಾಟಗಾರರಿಗೆ ಲಭ್ಯವಿವೆ. ಗ್ರಾಹಕರು ಹೊಸ ದರಗಳೊಂದಿಗೆ ಉತ್ಪನ್ನಗಳನ್ನು ಖರೀದಿಸಬಹುದು. ಈ ಕ್ರಮವು ದೇಶಾದ್ಯಂತ ಡೈರಿ ಉತ್ಪನ್ನಗಳ ಬಳಕೆಯನ್ನು ಹೆಚ್ಚಿಸುವ ನಿರೀಕ್ಷೆಯಿದೆ ಎಂದು ಅಮುಲ್ ಹೇಳಿಕೊಂಡಿದೆ. — [668, 914, 1206, 1046]
saudi-col-1: ನವದೆಹಲಿ: ಪಾಕಿಸ್ತಾನ ಮತ್ತು ಸೌದಿ ಅರೇಬಿಯಾ ರಕ್ಷಣಾ ಒಪ್ಪಂದಕ್ಕೆ ಸಹಿ ಹಾಕಿವೆ. ಪಾಕಿಸ್ತಾನದ ಮೇಲೆ ದಾಳಿ ಮಾಡಿದರೆ ಸೌದಿ ನಮ್ಮನ್ನು ರಕ್ಷಿಸಲಿದೆ ಎಂದು ಪಾಕಿಸ್ತಾನ ಈಗಾಗಲೇ ಹೇಳಿದೆ. ಈ ಒಪ್ಪಂದವು ದೇಶಗಳ ನಡುವಿನ ಮಿಲಿಟರಿ ಒಪ್ಪಂದವನ್ನು ಮಾಡಿಕೊಂಡಿದೆ. ಸೌದಿ ರಾಜಕುಮಾರ ಮೊಹಮ್ಮದ್ ಬಿನ್ ಸಲ್ಮಾನ್ ಅಲ್ಲಾನದ ಮೇಲೆಗೆ ಪಾಕಿಸ್ತಾನದ ಪ್ರಧಾನಿ ಶೆಹಬಾಜ್ ಶರೀಫ್ ಸೌದಿ ರಾಜಧಾನಿ ರಿಯಾದ್‌ಗೆ ಭೇಟಿ ನೀಡಿದ್ದು, ಎರಡೂ ದೇಶಗಳ ನಾಯಕರು ಸೆ.18ರಂದು ಮಹತ್ವದ ಒಪ್ಪಂದಕ್ಕೆ ಸಹಿ ಹಾಕಿದ್ದಾರೆ. ಉಭಯ ದೇಶಗಳ ಪೈಕಿ ಯಾವ ದೇಶದ ಮೇಲೆ ದಾಳಿ ನಡೆದರೂ, ಅದನ್ನು ಎರಡೂ ದೇಶಗಳ ಮೇಲಿನ ದಾಳಿ ಎಂದು — [495, 228, 707, 411]
amul-subhead: ಅಮುಲ್ 700 ಉತ್ಪನ್ನಗಳ ಬೆಲೆಯಲ್ಲಿ ಭಾರಿ ಕಡಿತ — [680, 878, 1092, 907]
